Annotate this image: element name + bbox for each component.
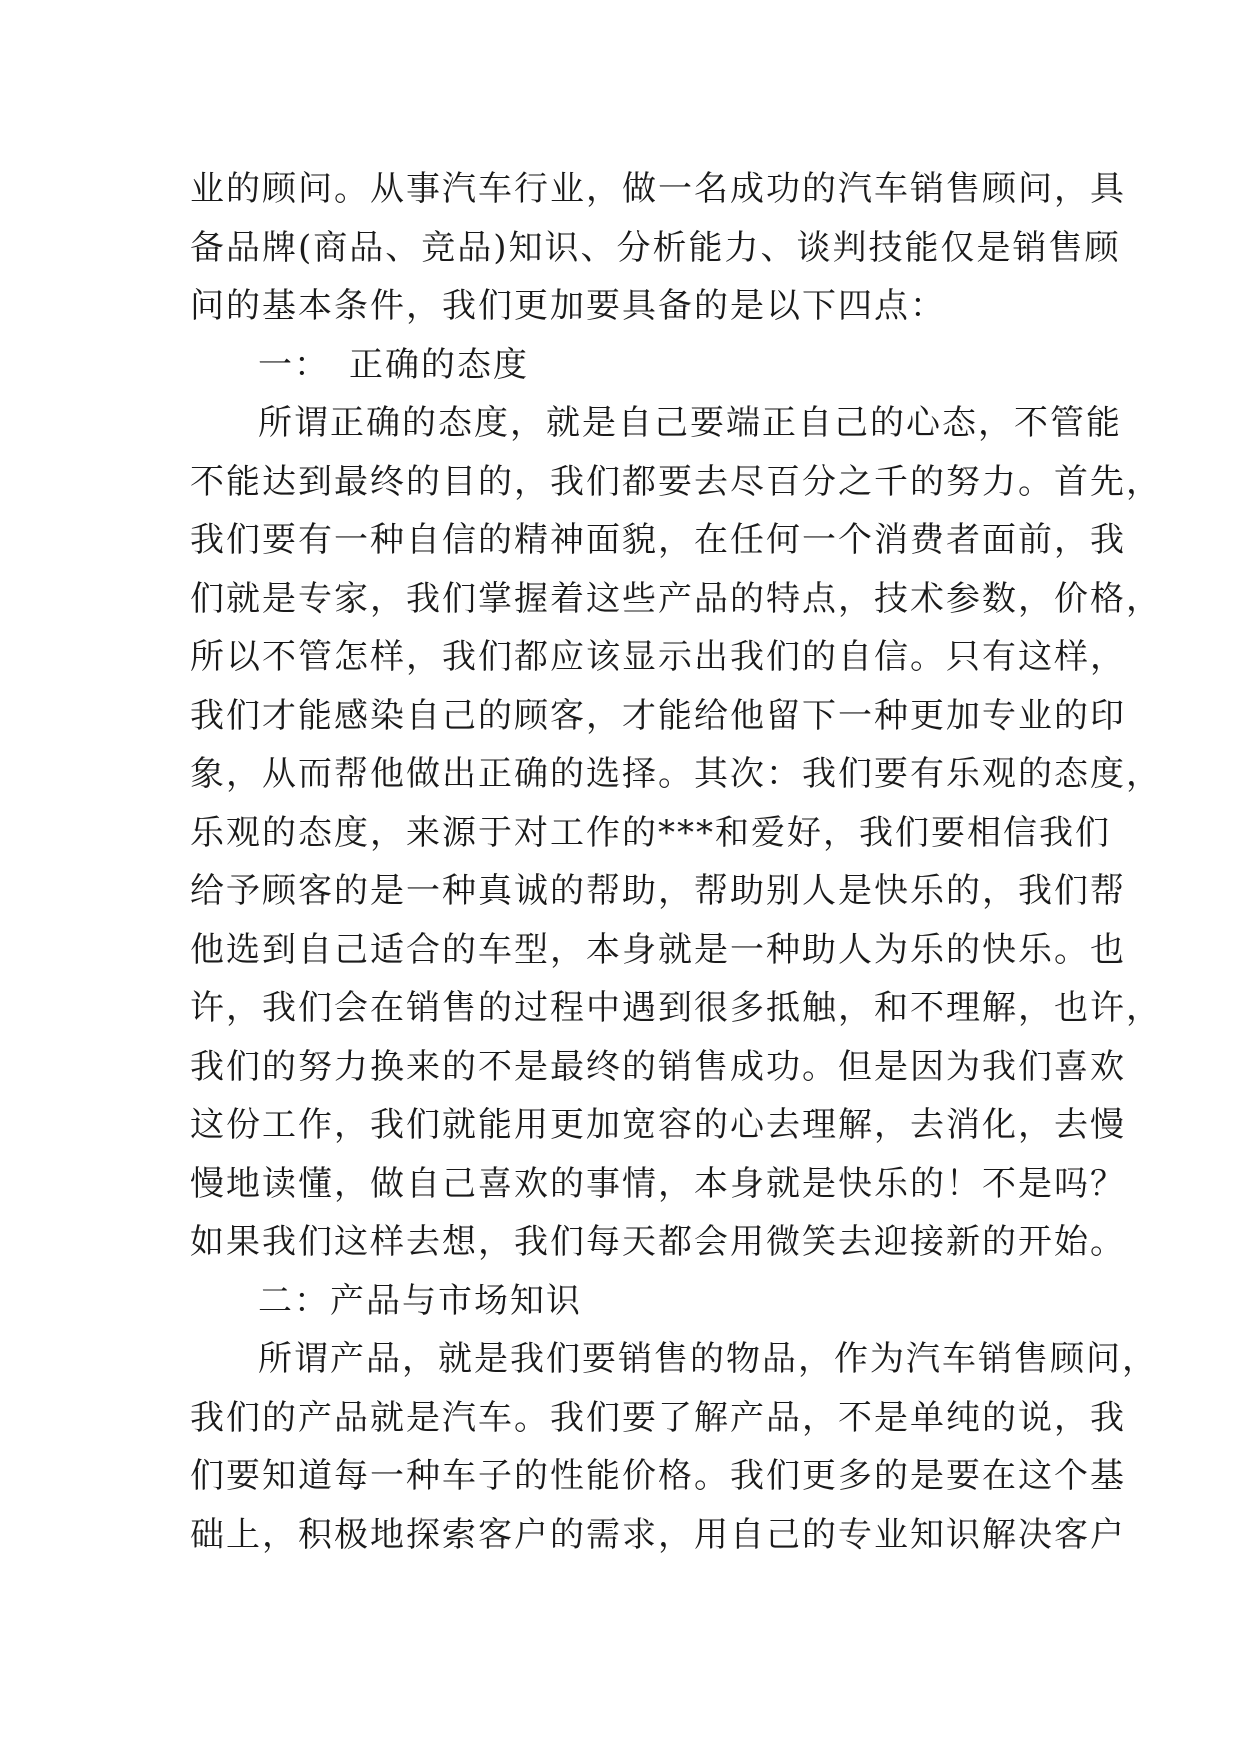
- text-line: 所谓产品，就是我们要销售的物品，作为汽车销售顾问，: [258, 1339, 1158, 1379]
- text-line: 不能达到最终的目的，我们都要去尽百分之千的努力。首先，: [190, 461, 1162, 502]
- text-line: 我们的产品就是汽车。我们要了解产品，不是单纯的说，我: [190, 1397, 1126, 1438]
- text-line: 我们要有一种自信的精神面貌，在任何一个消费者面前，我: [190, 520, 1126, 560]
- text-line: 业的顾问。从事汽车行业，做一名成功的汽车销售顾问，具: [190, 169, 1126, 209]
- section-heading-1: 一： 正确的态度: [258, 344, 529, 385]
- text-line: 所谓正确的态度，就是自己要端正自己的心态，不管能: [258, 403, 1122, 443]
- text-line: 给予顾客的是一种真诚的帮助，帮助别人是快乐的，我们帮: [190, 871, 1126, 911]
- text-line: 许，我们会在销售的过程中遇到很多抵触，和不理解，也许，: [190, 988, 1162, 1028]
- text-line: 所以不管怎样，我们都应该显示出我们的自信。只有这样，: [190, 637, 1126, 677]
- text-line: 我们才能感染自己的顾客，才能给他留下一种更加专业的印: [190, 695, 1126, 736]
- text-line: 这份工作，我们就能用更加宽容的心去理解，去消化，去慢: [190, 1105, 1126, 1145]
- text-line: 备品牌(商品、竞品)知识、分析能力、谈判技能仅是销售顾: [190, 227, 1121, 268]
- text-line: 我们的努力换来的不是最终的销售成功。但是因为我们喜欢: [190, 1046, 1126, 1087]
- text-line: 如果我们这样去想，我们每天都会用微笑去迎接新的开始。: [190, 1222, 1126, 1262]
- text-line: 础上，积极地探索客户的需求，用自己的专业知识解决客户: [190, 1514, 1126, 1555]
- text-line: 们要知道每一种车子的性能价格。我们更多的是要在这个基: [190, 1456, 1126, 1496]
- document-body: [190, 160, 1162, 1564]
- text-line: 象，从而帮他做出正确的选择。其次：我们要有乐观的态度，: [190, 754, 1162, 794]
- text-line: 们就是专家，我们掌握着这些产品的特点，技术参数，价格，: [190, 578, 1162, 619]
- text-line: 问的基本条件，我们更加要具备的是以下四点：: [190, 286, 946, 326]
- text-line: 他选到自己适合的车型，本身就是一种助人为乐的快乐。也: [190, 929, 1126, 970]
- section-heading-2: 二：产品与市场知识: [258, 1280, 582, 1321]
- text-line: 乐观的态度，来源于对工作的***和爱好，我们要相信我们: [190, 812, 1111, 853]
- text-line: 慢地读懂，做自己喜欢的事情，本身就是快乐的！不是吗？: [190, 1163, 1126, 1204]
